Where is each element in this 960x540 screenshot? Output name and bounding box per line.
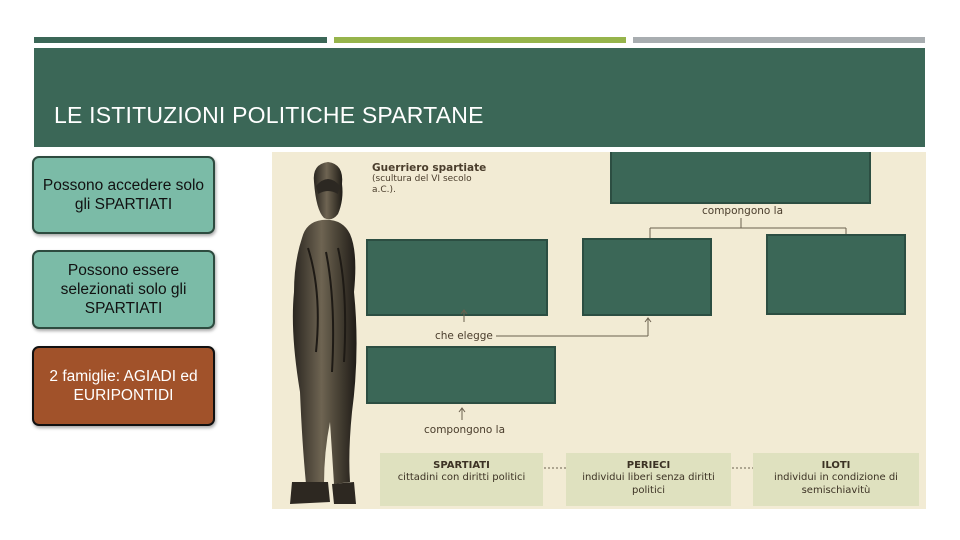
- class-description: individui in condizione di semischiavitù: [774, 472, 898, 496]
- top-accent-bar-gray: [633, 37, 925, 43]
- callout-text: 2 famiglie: AGIADI ed EURIPONTIDI: [49, 368, 198, 404]
- class-title: ILOTI: [821, 460, 851, 471]
- class-box-spartiati: [380, 453, 543, 506]
- callout-famiglie-reali[interactable]: [32, 346, 215, 426]
- institutions-diagram-image: [272, 152, 926, 509]
- class-box-iloti: [753, 453, 919, 506]
- callout-selezionati-spartiati[interactable]: [32, 250, 215, 329]
- callout-text: Possono essere selezionati solo gli SPARTIATI: [60, 262, 187, 317]
- label-compongono-top: compongono la: [702, 205, 784, 217]
- top-accent-bar-dark-green: [34, 37, 327, 43]
- callout-accedere-spartiati[interactable]: [32, 156, 215, 234]
- callout-text: Possono accedere solo gli SPARTIATI: [42, 177, 205, 213]
- label-compongono-bottom: compongono la: [424, 424, 506, 436]
- caption-title: Guerriero spartiate: [372, 162, 487, 174]
- class-description: individui liberi senza diritti politici: [582, 472, 715, 496]
- title-band: [34, 48, 925, 147]
- slide-title: LE ISTITUZIONI POLITICHE SPARTANE: [54, 102, 484, 128]
- class-description: cittadini con diritti politici: [397, 472, 526, 483]
- class-title: PERIECI: [626, 460, 671, 471]
- class-box-perieci: [566, 453, 731, 506]
- caption-subtitle: (scultura del VI secolo a.C.).: [372, 174, 472, 195]
- class-title: SPARTIATI: [433, 460, 490, 471]
- label-che-elegge: che elegge: [435, 330, 493, 342]
- top-accent-bar-lime: [334, 37, 626, 43]
